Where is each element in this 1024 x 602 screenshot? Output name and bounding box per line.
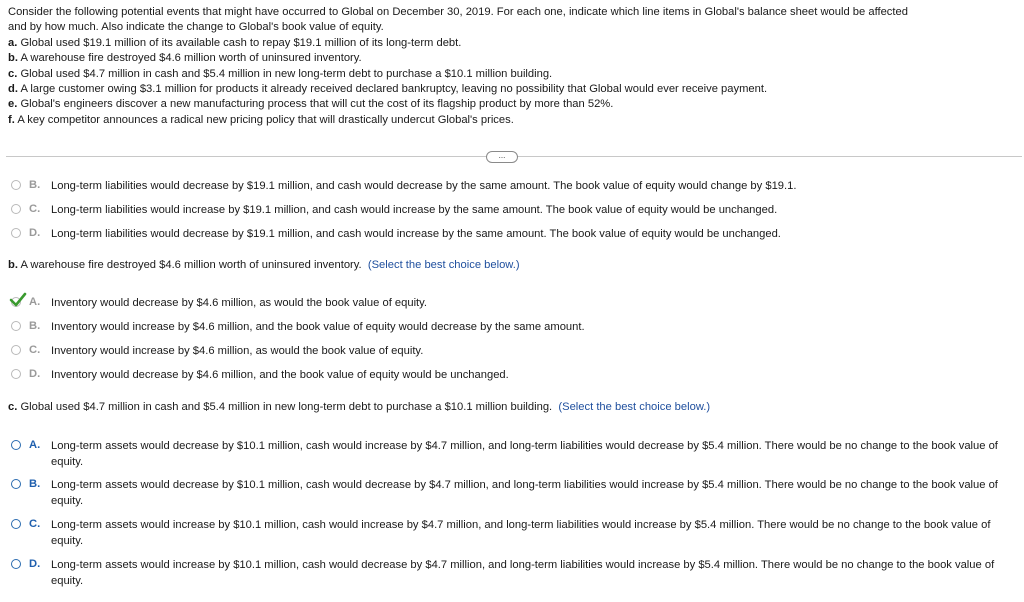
radio-icon[interactable] [11, 321, 21, 331]
radio-icon[interactable] [11, 180, 21, 190]
radio-icon[interactable] [11, 559, 21, 569]
question-b: b. A warehouse fire destroyed $4.6 million worth of uninsured inventory. (Select the best choice below.) [8, 259, 520, 271]
expand-more-button[interactable]: ... [486, 151, 518, 163]
event-b: b. A warehouse fire destroyed $4.6 million worth of uninsured inventory. [8, 52, 362, 65]
event-d: d. A large customer owing $3.1 million for products it already received declared bankruptcy, leaving no possibility that Global would ever receive payment. [8, 83, 768, 96]
checkmark-icon [9, 292, 27, 308]
radio-icon[interactable] [11, 345, 21, 355]
radio-icon[interactable] [11, 204, 21, 214]
event-f: f. A key competitor announces a radical new pricing policy that will drastically undercut Global's prices. [8, 113, 514, 126]
radio-icon[interactable] [11, 440, 21, 450]
problem-statement [8, 5, 1020, 128]
radio-icon[interactable] [11, 479, 21, 489]
question-c: c. Global used $4.7 million in cash and $5.4 million in new long-term debt to purchase a $10.1 million building. (Select the best choice below.) [8, 401, 711, 413]
radio-icon[interactable] [11, 369, 21, 379]
hint-text: (Select the best choice below.) [558, 401, 711, 413]
intro-line-1: Consider the following potential events that might have occurred to Global on December 30, 2019. For each one, indicate which line items in Global's balance sheet would be affected [8, 6, 908, 18]
intro-line-2: and by how much. Also indicate the change to Global's book value of equity. [8, 21, 384, 34]
event-a: a. Global used $19.1 million of its available cash to repay $19.1 million of its long-term debt. [8, 36, 462, 49]
event-e: e. Global's engineers discover a new manufacturing process that will cut the cost of its flagship product by more than 52%. [8, 98, 614, 111]
event-c: c. Global used $4.7 million in cash and $5.4 million in new long-term debt to purchase a $10.1 million building. [8, 67, 553, 80]
radio-icon[interactable] [11, 519, 21, 529]
radio-icon[interactable] [11, 228, 21, 238]
hint-text: (Select the best choice below.) [367, 259, 520, 271]
